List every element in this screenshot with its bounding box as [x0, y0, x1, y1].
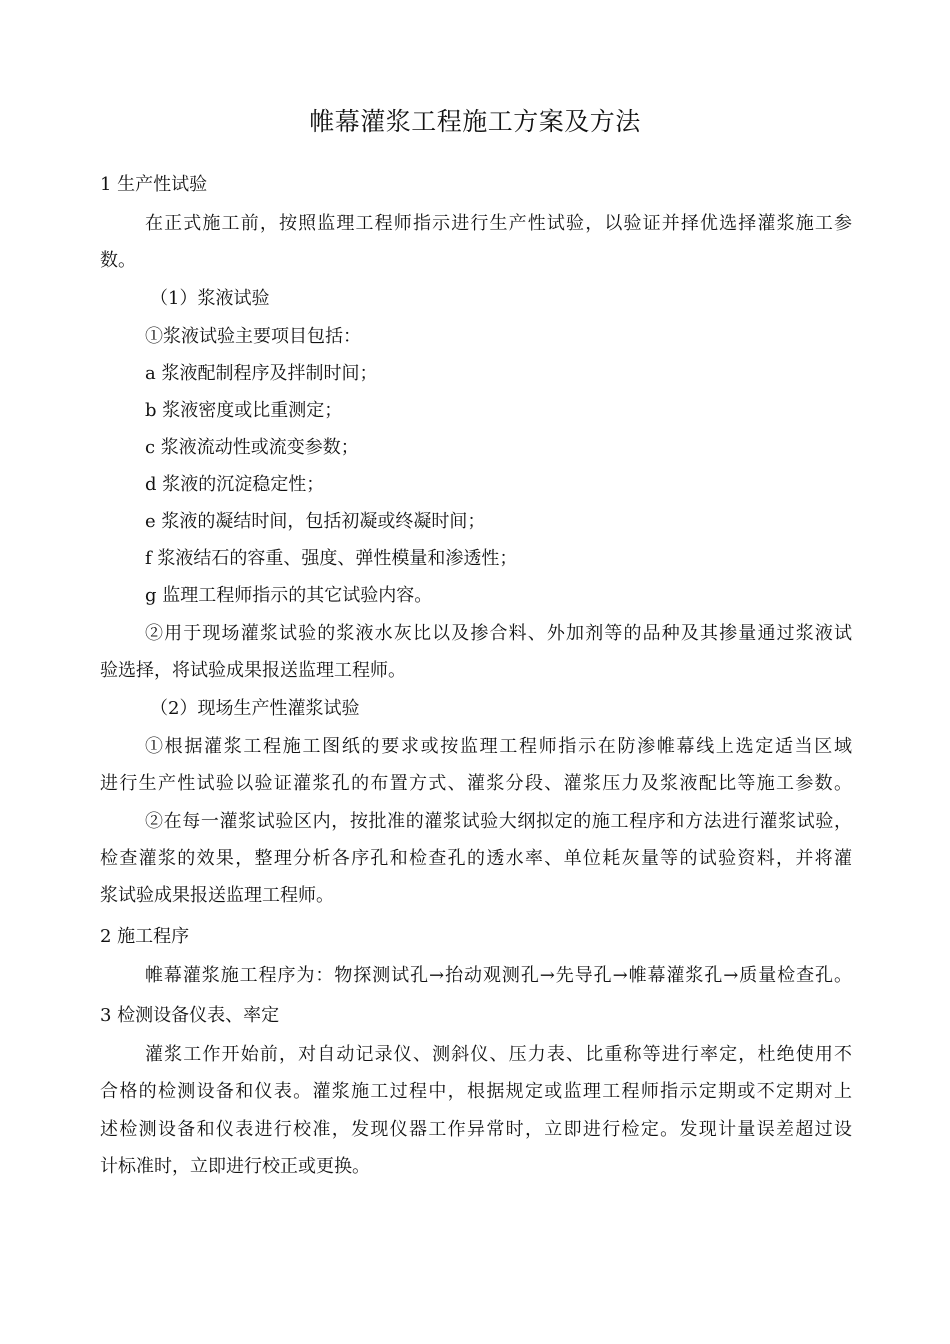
paragraph-line: ②用于现场灌浆试验的浆液水灰比以及掺合料、外加剂等的品种及其掺量通过浆液试	[145, 623, 852, 644]
section-heading-3: 3 检测设备仪表、率定	[100, 1005, 280, 1026]
list-item: a 浆液配制程序及拌制时间；	[145, 363, 378, 384]
paragraph-line: ②在每一灌浆试验区内，按批准的灌浆试验大纲拟定的施工程序和方法进行灌浆试验，	[145, 811, 852, 832]
paragraph-line: ①根据灌浆工程施工图纸的要求或按监理工程师指示在防渗帷幕线上选定适当区域	[145, 736, 852, 757]
document-title: 帷幕灌浆工程施工方案及方法	[309, 107, 641, 136]
paragraph-line: 在正式施工前，按照监理工程师指示进行生产性试验，以验证并择优选择灌浆施工参	[145, 213, 852, 234]
paragraph-line: 计标准时，立即进行校正或更换。	[100, 1156, 370, 1177]
list-item: e 浆液的凝结时间，包括初凝或终凝时间；	[145, 511, 486, 532]
section-heading-1: 1 生产性试验	[100, 174, 208, 195]
paragraph-line: 检查灌浆的效果，整理分析各序孔和检查孔的透水率、单位耗灰量等的试验资料，并将灌	[100, 848, 852, 869]
list-item: c 浆液流动性或流变参数；	[145, 437, 359, 458]
paragraph-line: 帷幕灌浆施工程序为：物探测试孔→抬动观测孔→先导孔→帷幕灌浆孔→质量检查孔。	[145, 965, 852, 986]
paragraph-line: 数。	[100, 250, 136, 271]
paragraph-line: 合格的检测设备和仪表。灌浆施工过程中，根据规定或监理工程师指示定期或不定期对上	[100, 1081, 852, 1102]
subsection-heading: （2）现场生产性灌浆试验	[150, 698, 360, 719]
section-heading-2: 2 施工程序	[100, 926, 190, 947]
paragraph-line: 述检测设备和仪表进行校准，发现仪器工作异常时，立即进行检定。发现计量误差超过设	[100, 1119, 852, 1140]
paragraph-line: 进行生产性试验以验证灌浆孔的布置方式、灌浆分段、灌浆压力及浆液配比等施工参数。	[100, 773, 852, 794]
list-item: b 浆液密度或比重测定；	[145, 400, 343, 421]
subsection-heading: （1）浆液试验	[150, 288, 270, 309]
list-item: f 浆液结石的容重、强度、弹性模量和渗透性；	[145, 548, 518, 569]
list-item: d 浆液的沉淀稳定性；	[145, 474, 325, 495]
list-item: g 监理工程师指示的其它试验内容。	[145, 585, 433, 606]
paragraph-line: 灌浆工作开始前，对自动记录仪、测斜仪、压力表、比重称等进行率定，杜绝使用不	[145, 1044, 852, 1065]
paragraph-line: ①浆液试验主要项目包括：	[145, 326, 361, 347]
paragraph-line: 验选择，将试验成果报送监理工程师。	[100, 660, 406, 681]
paragraph-line: 浆试验成果报送监理工程师。	[100, 885, 334, 906]
